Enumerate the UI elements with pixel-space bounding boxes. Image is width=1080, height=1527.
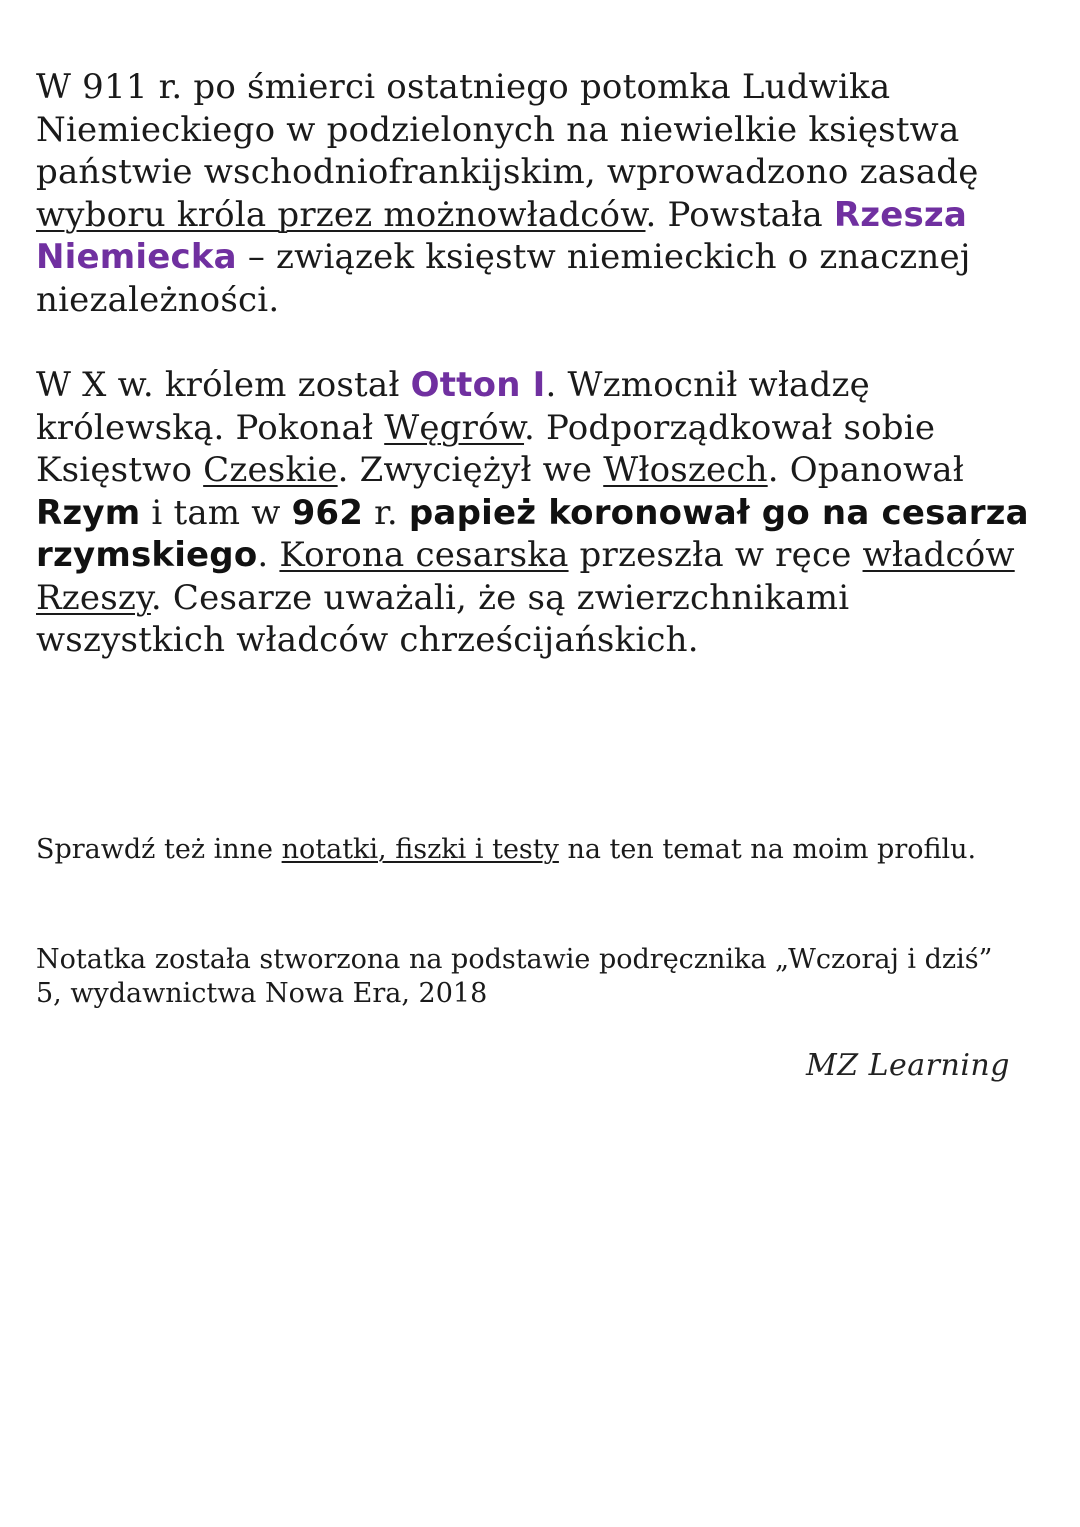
text-segment: . Zwyciężył we [337, 450, 604, 490]
author-signature: MZ Learning [806, 1048, 1010, 1083]
paragraph-rzesza-niemiecka [36, 66, 1036, 321]
bold-term-rzym: Rzym [36, 492, 141, 533]
text-segment: . Powstała [645, 194, 834, 235]
text-segment: . Podporządkował sobie Księstwo [36, 407, 936, 490]
underlined-term-wloszech: Włoszech [603, 450, 768, 490]
bold-term-coronation: papież koronował go na cesarza rzymskiego [36, 492, 1029, 575]
underlined-term-wegrow: Węgrów [384, 407, 525, 448]
bold-term-year-962: 962 [291, 492, 364, 533]
highlight-otton-i: Otton I [410, 365, 546, 405]
text-segment: W 911 r. po śmierci ostatniego potomka Ludwika Niemieckiego w podzielonych na niewielkie księstwa państwie wschodniofrankijskim, wprowadzono zasadę [36, 67, 979, 192]
text-segment: i tam w [140, 492, 292, 533]
profile-note [36, 833, 1046, 867]
text-segment: – związek księstw niemieckich o znacznej niezależności. [36, 237, 971, 320]
text-segment: r. [363, 492, 409, 533]
underlined-term-election-of-king: wyboru króla przez możnowładców [36, 194, 646, 235]
source-note [36, 943, 1046, 1011]
text-segment: przeszła w ręce [568, 535, 863, 575]
source-note-line: Notatka została stworzona na podstawie podręcznika „Wczoraj i dziś” [36, 944, 993, 975]
underlined-term-czeskie: Czeskie [203, 450, 338, 490]
profile-materials-link[interactable]: notatki, fiszki i testy [281, 834, 559, 865]
text-segment: . Opanował [767, 450, 964, 490]
highlight-rzesza-niemiecka: Rzesza Niemiecka [36, 194, 968, 277]
paragraph-otton-i [36, 364, 1036, 662]
text-segment: . [257, 535, 280, 575]
text-segment: . Cesarze uważali, że są zwierzchnikami wszystkich władców chrześcijańskich. [36, 577, 850, 660]
underlined-term-korona-cesarska: Korona cesarska [279, 535, 569, 575]
source-note-line: 5, wydawnictwa Nowa Era, 2018 [36, 978, 488, 1009]
text-segment: . Wzmocnił władzę królewską. Pokonał [36, 365, 870, 448]
underlined-term-wladcow-rzeszy: władców Rzeszy [36, 535, 1015, 618]
text-segment: na ten temat na moim profilu. [558, 834, 977, 865]
text-segment: Sprawdź też inne [36, 834, 282, 865]
text-segment: W X w. królem został [36, 365, 411, 405]
